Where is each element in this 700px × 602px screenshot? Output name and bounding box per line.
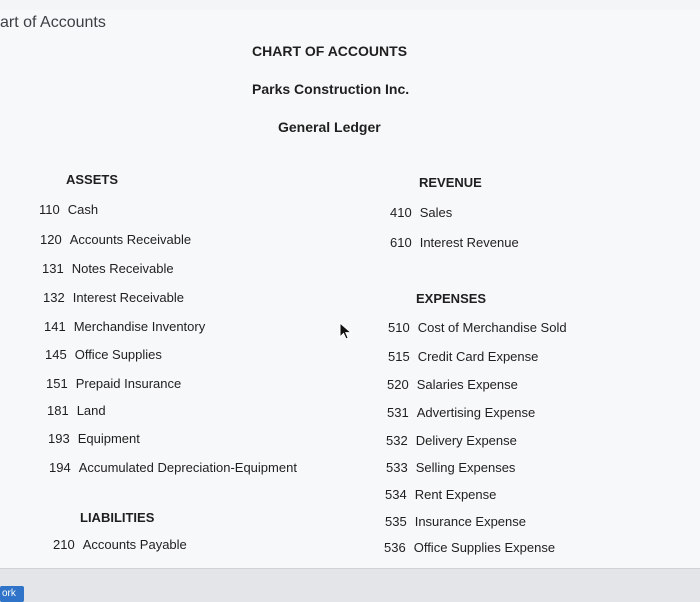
account-row [46,376,181,391]
mouse-cursor-icon [339,322,353,340]
account-number: 120 [40,232,62,247]
account-name: Merchandise Inventory [73,319,206,334]
account-number: 151 [46,376,68,391]
account-name: Rent Expense [414,487,497,502]
account-name: Equipment [77,431,140,446]
account-row [384,540,555,555]
account-name: Advertising Expense [416,405,536,420]
account-number: 533 [386,460,408,475]
ledger-title: General Ledger [278,119,381,135]
account-number: 520 [387,377,409,392]
account-name: Cost of Merchandise Sold [417,320,567,335]
assets-heading: ASSETS [66,172,119,187]
account-row [42,261,174,276]
liabilities-heading: LIABILITIES [80,510,155,525]
account-row [387,405,535,420]
account-name: Accounts Payable [82,537,187,552]
account-number: 145 [45,347,67,362]
account-name: Accounts Receivable [69,232,192,247]
account-row [388,320,567,335]
account-row [40,232,191,247]
account-number: 536 [384,540,406,555]
account-number: 534 [385,487,407,502]
account-row [45,347,162,362]
account-name: Interest Receivable [72,290,184,305]
account-row [390,205,452,220]
account-name: Office Supplies [74,347,162,362]
account-number: 610 [390,235,412,250]
account-number: 210 [53,537,75,552]
account-row [386,433,517,448]
account-name: Sales [419,205,453,220]
account-row [39,202,98,217]
account-name: Delivery Expense [415,433,517,448]
account-row [43,290,184,305]
account-number: 535 [385,514,407,529]
account-row [385,514,526,529]
account-name: Land [76,403,106,418]
account-row [385,487,496,502]
account-row [49,460,297,475]
account-number: 410 [390,205,412,220]
account-row [387,377,518,392]
bottom-toolbar [0,568,700,602]
account-row [44,319,205,334]
account-number: 181 [47,403,69,418]
account-number: 515 [388,349,410,364]
account-row [48,431,140,446]
account-number: 131 [42,261,64,276]
account-name: Salaries Expense [416,377,518,392]
account-row [388,349,538,364]
account-number: 193 [48,431,70,446]
account-name: Selling Expenses [415,460,516,475]
account-name: Accumulated Depreciation-Equipment [78,460,297,475]
account-name: Notes Receivable [71,261,174,276]
account-number: 510 [388,320,410,335]
account-name: Prepaid Insurance [75,376,182,391]
account-name: Office Supplies Expense [413,540,556,555]
expenses-heading: EXPENSES [416,291,487,306]
account-row [386,460,515,475]
account-number: 194 [49,460,71,475]
account-number: 532 [386,433,408,448]
account-number: 141 [44,319,66,334]
revenue-heading: REVENUE [419,175,482,190]
account-number: 110 [39,202,60,217]
chart-title: CHART OF ACCOUNTS [252,43,408,59]
account-name: Credit Card Expense [417,349,539,364]
account-row [390,235,519,250]
account-row [47,403,106,418]
account-name: Interest Revenue [419,235,519,250]
account-number: 132 [43,290,65,305]
account-row [53,537,187,552]
company-name: Parks Construction Inc. [252,81,410,97]
window-title: art of Accounts [0,14,106,31]
account-name: Insurance Expense [414,514,526,529]
account-name: Cash [67,202,99,217]
work-button[interactable]: ork [0,586,24,602]
account-number: 531 [387,405,409,420]
